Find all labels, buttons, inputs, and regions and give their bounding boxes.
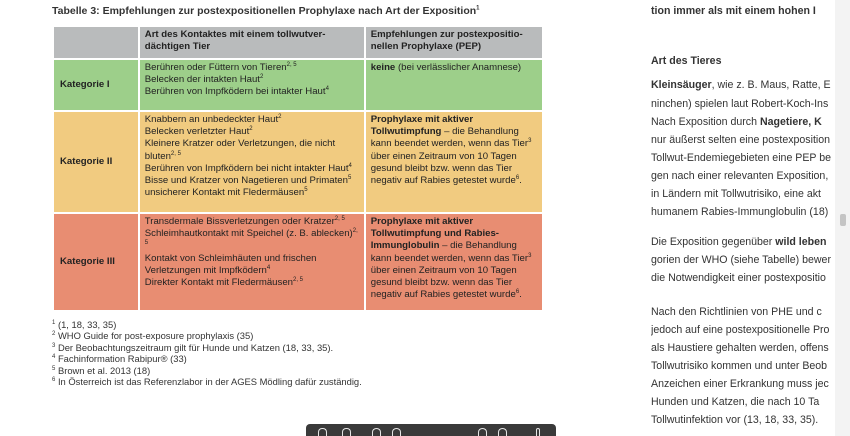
recommendation-cell: keine (bei verlässlicher Anamnese) <box>365 59 543 111</box>
article-text-line: gorien der WHO (siehe Tabelle) bewer <box>651 254 831 266</box>
article-text-line: Nach Exposition durch Nagetiere, K <box>651 116 822 128</box>
contact-line: Schleimhautkontakt mit Speichel (z. B. ablecken)$^{2, 5}$ <box>144 228 358 247</box>
article-text-line: tion immer als mit einem hohen I <box>651 5 816 17</box>
article-text-line: Die Exposition gegenüber wild leben <box>651 236 827 248</box>
article-text-line: Tollwut-Endemiegebieten eine PEP be <box>651 152 832 164</box>
contact-line: Berühren von Impfködern bei intakter Haut$^4$ <box>144 86 329 98</box>
contact-line: Direkter Kontakt mit Fledermäusen$^{2, 5}$ <box>144 276 304 289</box>
category-label: Kategorie II <box>53 111 139 213</box>
contact-line: Kleinere Kratzer oder Verletzungen, die nicht bluten$^{2, 5}$ <box>144 138 336 162</box>
article-text-line: Anzeichen einer Erkrankung muss jec <box>651 378 829 390</box>
footnotes <box>52 319 362 387</box>
article-text-line: die Notwendigkeit einer postexpositio <box>651 272 826 284</box>
scrollbar-thumb[interactable] <box>840 214 846 226</box>
save-icon[interactable] <box>318 428 327 436</box>
article-text-line: ninchen) spielen laut Robert-Koch-Ins <box>651 98 829 110</box>
recommendation-cell: Prophylaxe mit aktiver Tollwutimpfung und Rabies-Immunglobulin – die Behandlung kann beendet werden, wenn das Tier$^3$ über einen Zeitraum von 10 Tagen gesund bleibt bzw. wenn das Tier negativ auf Rabies getestet wurde$^6$. <box>365 213 543 311</box>
contact-line: Belecken der intakten Haut$^2$ <box>144 74 264 86</box>
print-icon[interactable] <box>342 428 351 436</box>
zoom-out-icon[interactable] <box>372 428 381 436</box>
contact-line: Bisse und Kratzer von Nagetieren und Primaten$^5$ <box>144 174 352 187</box>
contact-line: unsicherer Kontakt mit Fledermäusen$^5$ <box>144 187 308 199</box>
article-text-line: Nach den Richtlinien von PHE und c <box>651 306 822 318</box>
fit-page-icon[interactable] <box>498 428 507 436</box>
contact-line: Belecken verletzter Haut$^2$ <box>144 126 253 138</box>
article-text-line: nur äußerst selten eine postexposition <box>651 134 831 146</box>
article-text-line: Kleinsäuger, wie z. B. Maus, Ratte, E <box>651 79 831 91</box>
article-text-line: als Haustiere gehalten werden, offens <box>651 342 829 354</box>
footnote-item: $^2$ WHO Guide for post-exposure prophylaxis (35) <box>52 330 254 342</box>
header-contact: Art des Kontaktes mit einem tollwutver-dächtigen Tier <box>139 26 365 59</box>
contact-line: Transdermale Bissverletzungen oder Kratzer$^{2, 5}$ <box>144 215 345 227</box>
table-row-category-3 <box>53 213 543 311</box>
footnote-item: $^4$ Fachinformation Rabipur® (33) <box>52 353 187 365</box>
article-text-line: jedoch auf eine postexpositionelle Pro <box>651 324 830 336</box>
pep-table <box>52 25 544 312</box>
table-row-category-2 <box>53 111 543 213</box>
contact-line: Knabbern an unbedeckter Haut$^2$ <box>144 113 282 125</box>
rotate-icon[interactable] <box>478 428 487 436</box>
contact-line: Berühren oder Füttern von Tieren$^{2, 5}$ <box>144 61 297 73</box>
header-recommendation: Empfehlungen zur postexpositio-nellen Prophylaxe (PEP) <box>365 26 543 59</box>
article-text-line: in Ländern mit Tollwutrisiko, eine akt <box>651 188 821 200</box>
recommendation-cell: Prophylaxe mit aktiver Tollwutimpfung – die Behandlung kann beendet werden, wenn das Tier$^3$ über einen Zeitraum von 10 Tagen gesund bleibt bzw. wenn das Tier negativ auf Rabies getestet wurde$^6$. <box>365 111 543 213</box>
article-text-line: Art des Tieres <box>651 55 722 67</box>
footnote-item: $^5$ Brown et al. 2013 (18) <box>52 364 151 376</box>
right-article-column <box>651 0 841 436</box>
table-row-category-1 <box>53 59 543 111</box>
contact-cell <box>139 213 365 311</box>
contact-cell <box>139 59 365 111</box>
category-label: Kategorie I <box>53 59 139 111</box>
header-empty <box>53 26 139 59</box>
contact-cell <box>139 111 365 213</box>
footnote-item: $^1$ (1, 18, 33, 35) <box>52 319 117 330</box>
article-text-line: gen nach einer relevanten Exposition, <box>651 170 829 182</box>
footnote-item: $^3$ Der Beobachtungszeitraum gilt für Hunde und Katzen (18, 33, 35). <box>52 341 334 353</box>
table-title: Tabelle 3: Empfehlungen zur postexpositionellen Prophylaxe nach Art der Exposition$^1$ <box>52 5 480 17</box>
more-options-icon[interactable] <box>536 428 540 436</box>
article-text-line: Tollwutinfektion vor (13, 18, 33, 35). <box>651 414 819 426</box>
contact-line: Berühren von Impfködern bei nicht intakter Haut$^4$ <box>144 162 352 174</box>
article-text-line: Hunden und Katzen, die nach 10 Ta <box>651 396 820 408</box>
contact-line: Kontakt von Schleimhäuten und frischen Verletzungen mit Impfködern$^4$ <box>144 252 317 276</box>
article-text-line: Tollwutrisiko kommen und unter Beob <box>651 360 828 372</box>
pdf-floating-toolbar <box>306 424 556 436</box>
zoom-in-icon[interactable] <box>392 428 401 436</box>
table-header-row <box>53 26 543 59</box>
footnote-item: $^6$ In Österreich ist das Referenzlabor in der AGES Mödling dafür zuständig. <box>52 376 362 388</box>
article-text-line: humanem Rabies-Immunglobulin (18) <box>651 206 829 218</box>
category-label: Kategorie III <box>53 213 139 311</box>
